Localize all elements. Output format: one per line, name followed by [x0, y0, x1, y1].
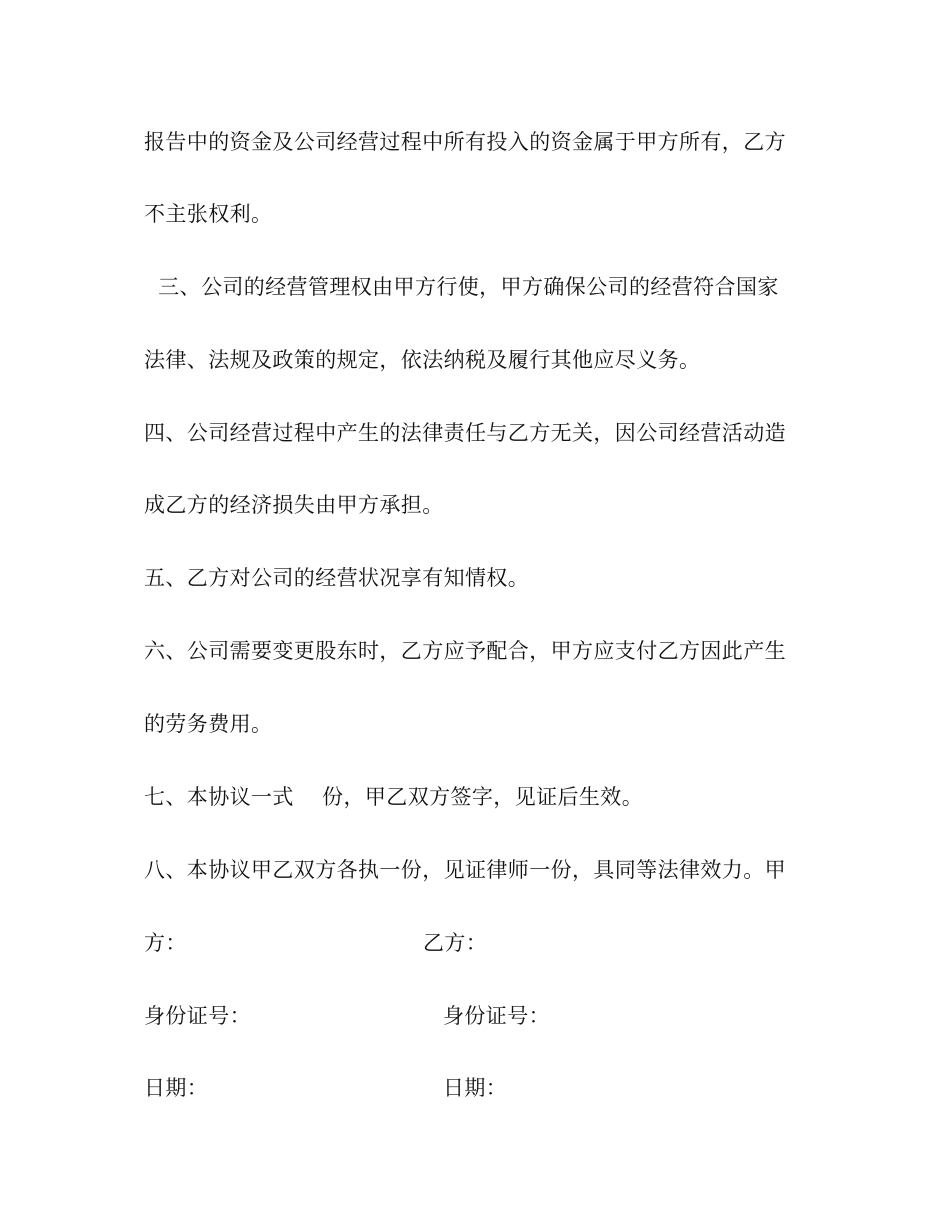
clause-4-line: 四、公司经营过程中产生的法律责任与乙方无关，因公司经营活动造: [144, 421, 786, 445]
clause-8-line: 八、本协议甲乙双方各执一份，见证律师一份，具同等法律效力。甲: [144, 858, 786, 882]
party-a-label: 方：: [144, 931, 187, 955]
party-a-id-label: 身份证号：: [144, 1004, 251, 1028]
clause-7-line: 七、本协议一式 份，甲乙双方签字，见证后生效。: [144, 785, 644, 809]
party-b-id-label: 身份证号：: [443, 1004, 550, 1028]
clause-6-line: 六、公司需要变更股东时，乙方应予配合，甲方应支付乙方因此产生: [144, 639, 786, 663]
clause-3-line: 三、公司的经营管理权由甲方行使，甲方确保公司的经营符合国家: [144, 275, 779, 299]
paragraph-line: 法律、法规及政策的规定，依法纳税及履行其他应尽义务。: [144, 348, 701, 372]
paragraph-line: 的劳务费用。: [144, 712, 273, 736]
clause-5-line: 五、乙方对公司的经营状况享有知情权。: [144, 566, 530, 590]
paragraph-line: 不主张权利。: [144, 202, 273, 226]
party-b-date-label: 日期：: [443, 1076, 508, 1100]
party-a-date-label: 日期：: [144, 1076, 209, 1100]
paragraph-line: 报告中的资金及公司经营过程中所有投入的资金属于甲方所有，乙方: [144, 130, 786, 154]
paragraph-line: 成乙方的经济损失由甲方承担。: [144, 493, 444, 517]
party-b-label: 乙方：: [423, 931, 488, 955]
